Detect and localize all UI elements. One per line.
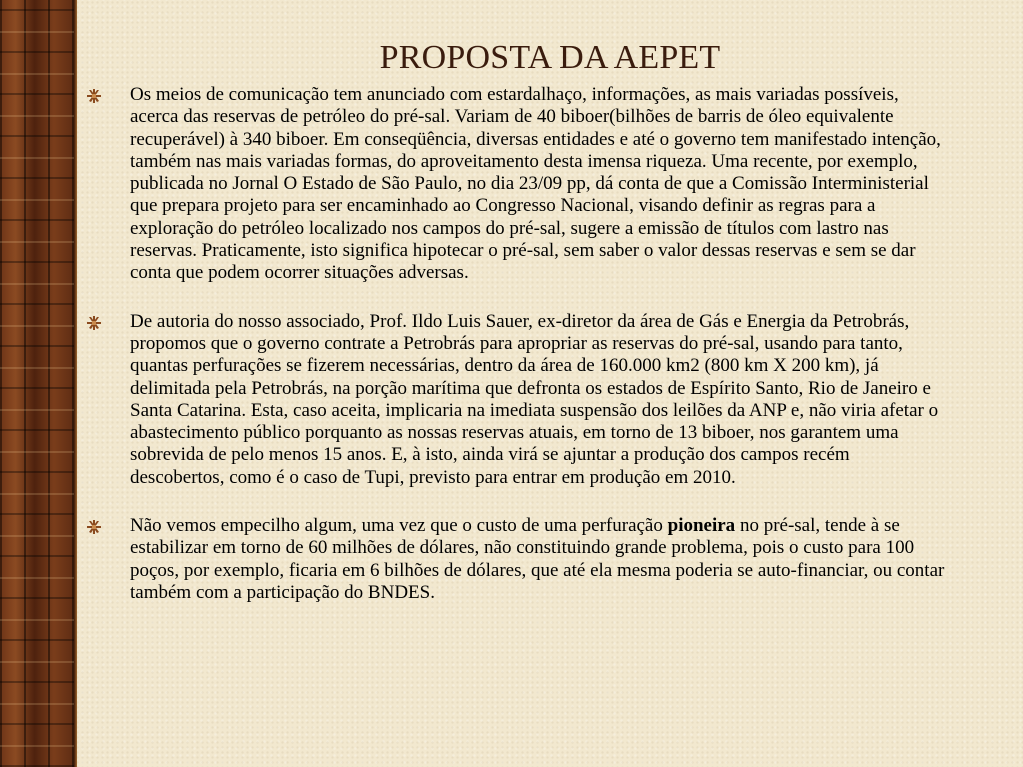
decorative-border (0, 0, 77, 767)
bullet-text: Os meios de comunicação tem anunciado com estardalhaço, informações, as mais variadas possíveis, acerca das reservas de petróleo do pré-sal. Variam de 40 biboer(bilhões de barris de óleo equivalente recuperável) à 340 biboer. Em conseqüência, diversas entidades e até o governo tem manifestado intenção, também nas mais variadas formas, do aproveitamento desta imensa riqueza. Uma recente, por exemplo, publicada no Jornal O Estado de São Paulo, no dia 23/09 pp, dá conta de que a Comissão Interministerial que prepara projeto para ser encaminhado ao Congresso Nacional, visando definir as regras para a exploração do petróleo localizado nos campos do pré-sal, sugere a emissão de títulos com lastro nas reservas. Praticamente, isto significa hipotecar o pré-sal, sem saber o valor dessas reservas e sem se dar conta que podem ocorrer situações adversas. (130, 84, 941, 284)
bullet-text-after: no pré-sal, tende à se estabilizar em torno de 60 milhões de dólares, não constituindo grande problema, pois o custo para 100 poços, por exemplo, ficaria em 6 bilhões de dólares, que até ela mesma poderia se auto-financiar, ou contar também com a participação do BNDES. (130, 515, 945, 603)
slide-title: PROPOSTA DA AEPET (379, 39, 721, 76)
sparkle-bullet-icon (86, 89, 102, 103)
sparkle-bullet-icon (86, 520, 102, 534)
bullet-item (86, 311, 946, 489)
bullet-item (86, 515, 946, 604)
bullet-text-bold: pioneira (667, 515, 736, 537)
bullet-text: De autoria do nosso associado, Prof. Ildo Luis Sauer, ex-diretor da área de Gás e Energia da Petrobrás, propomos que o governo contrate a Petrobrás para apropriar as reservas do pré-sal, usando para tanto, quantas perfurações se fizerem necessárias, dentro da área de 160.000 km2 (800 km X 200 km), já delimitada pela Petrobrás, na porção marítima que defronta os estados de Espírito Santo, Rio de Janeiro e Santa Catarina. Esta, caso aceita, implicaria na imediata suspensão dos leilões da ANP e, não viria afetar o abastecimento público porquanto as nossas reservas atuais, em torno de 13 biboer, nos garantem uma sobrevida de pelo menos 15 anos. E, à isto, ainda virá se ajuntar a produção dos campos recém descobertos, como é o caso de Tupi, previsto para entrar em produção em 2010. (130, 310, 939, 488)
bullet-text-before: Não vemos empecilho algum, uma vez que o custo de uma perfuração (130, 515, 668, 537)
bullet-item (86, 84, 946, 285)
sparkle-bullet-icon (86, 316, 102, 330)
bullet-list (86, 84, 946, 630)
